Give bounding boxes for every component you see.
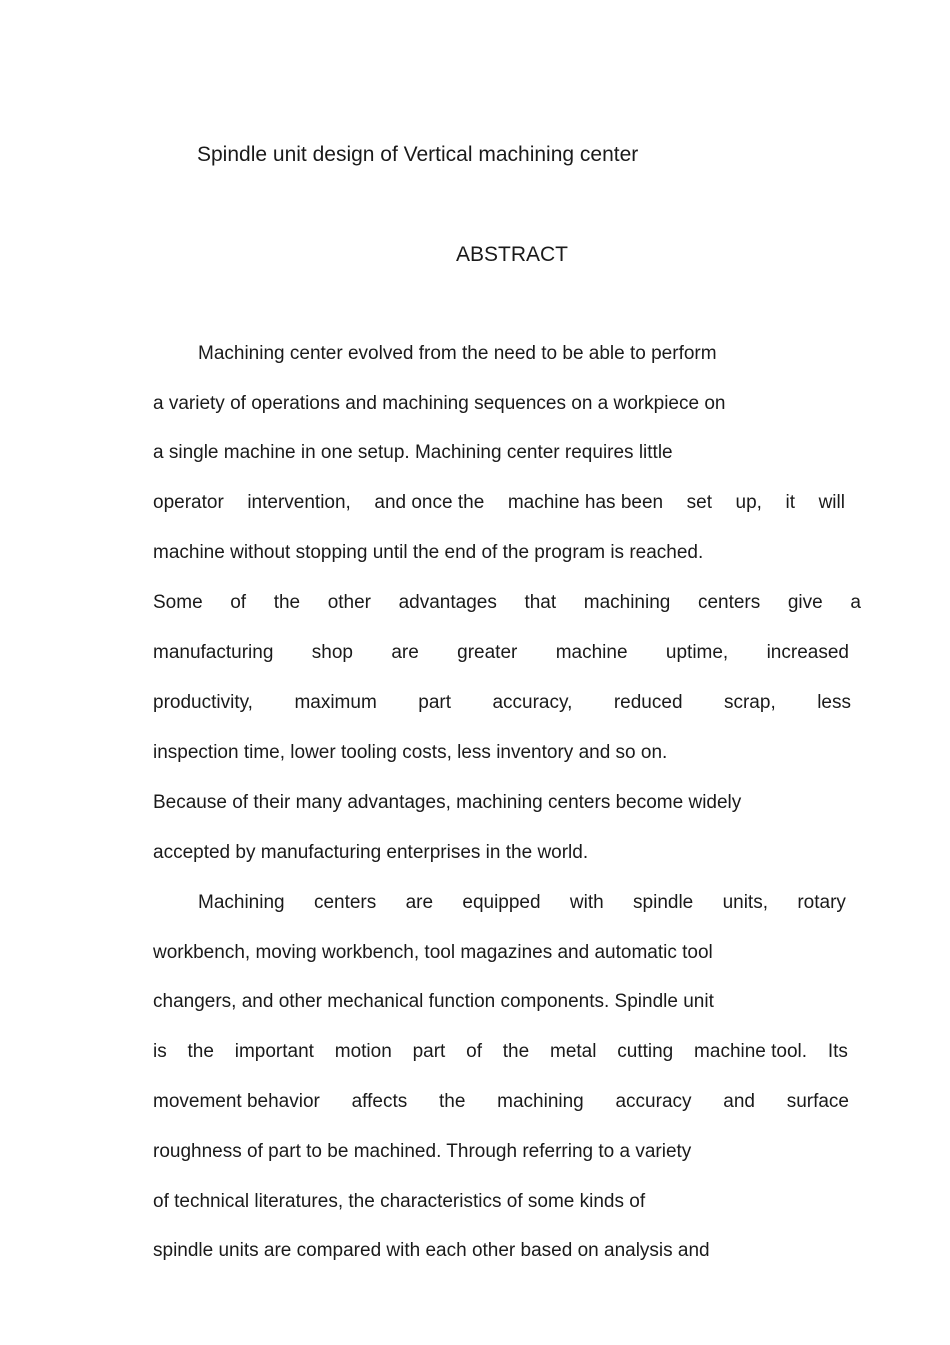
abstract-line: of technical literatures, the characteristics of some kinds of [153,1191,646,1212]
abstract-line [153,690,851,716]
word: Machining [198,892,285,913]
word: greater [457,642,518,663]
word: a [850,592,861,613]
word: movement behavior [153,1091,320,1112]
word: of [466,1041,482,1062]
word: will [818,492,845,513]
word: scrap, [723,692,776,713]
word: and once the [374,492,485,513]
abstract-line [153,1089,849,1115]
word: set [686,492,712,513]
word: machine has been [507,492,664,513]
word: advantages [398,592,497,613]
word: productivity, [153,692,253,713]
word: machining [583,592,671,613]
word: spindle [633,892,694,913]
word: machining [497,1091,584,1112]
abstract-line: machine without stopping until the end of the program is reached. [153,542,704,563]
word: part [418,692,451,713]
abstract-line [153,590,861,616]
word: intervention, [247,492,351,513]
word: with [569,892,604,913]
word: the [502,1041,530,1062]
word: are [405,892,434,913]
word: it [785,492,796,513]
word: the [187,1041,214,1062]
word: is [153,1041,167,1062]
abstract-line: Because of their many advantages, machining centers become widely [153,792,742,813]
word: less [817,692,851,713]
word: are [391,642,419,663]
word: units, [722,892,768,913]
word: surface [786,1091,849,1112]
word: rotary [797,892,846,913]
abstract-line: accepted by manufacturing enterprises in the world. [153,842,589,863]
word: that [524,592,557,613]
abstract-line: inspection time, lower tooling costs, less inventory and so on. [153,742,668,763]
word: uptime, [665,642,729,663]
abstract-line: a single machine in one setup. Machining center requires little [153,442,673,463]
word: machine tool. [694,1041,808,1062]
abstract-line [153,490,845,516]
word: maximum [294,692,377,713]
word: of [230,592,247,613]
word: increased [766,642,849,663]
word: motion [334,1041,392,1062]
word: give [787,592,823,613]
abstract-line [198,890,846,916]
word: cutting [617,1041,674,1062]
word: the [273,592,301,613]
word: accuracy [615,1091,692,1112]
word: centers [313,892,377,913]
abstract-line: roughness of part to be machined. Through referring to a variety [153,1141,692,1162]
abstract-line [153,640,849,666]
word: centers [697,592,761,613]
word: accuracy, [492,692,573,713]
word: and [723,1091,755,1112]
word: Some [153,592,203,613]
word: Its [827,1041,848,1062]
abstract-line [153,1039,848,1065]
abstract-line: workbench, moving workbench, tool magazines and automatic tool [153,942,713,963]
word: up, [735,492,762,513]
word: other [327,592,372,613]
word: machine [555,642,628,663]
word: affects [351,1091,408,1112]
word: shop [311,642,353,663]
word: important [234,1041,314,1062]
word: manufacturing [153,642,274,663]
abstract-line: Machining center evolved from the need to be able to perform [198,343,717,364]
abstract-heading: ABSTRACT [456,243,569,266]
abstract-line: changers, and other mechanical function components. Spindle unit [153,991,714,1012]
word: equipped [462,892,541,913]
word: reduced [613,692,683,713]
abstract-line: a variety of operations and machining sequences on a workpiece on [153,393,726,414]
word: operator [153,492,224,513]
abstract-line: spindle units are compared with each other based on analysis and [153,1240,710,1261]
word: the [438,1091,466,1112]
word: part [412,1041,446,1062]
document-title: Spindle unit design of Vertical machining center [197,143,639,166]
word: metal [550,1041,597,1062]
